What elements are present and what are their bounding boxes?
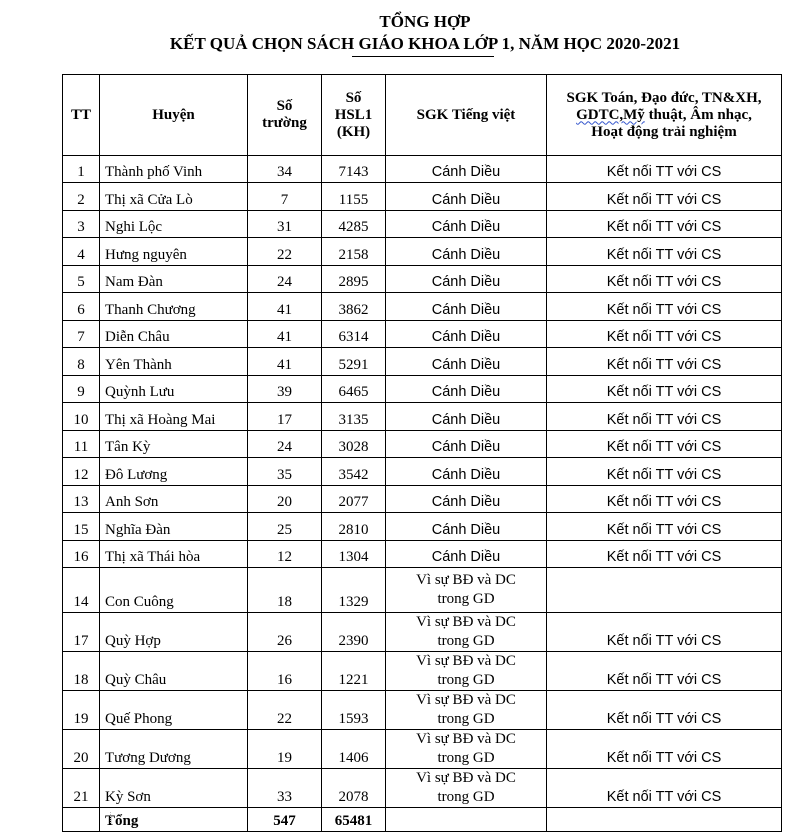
- cell-huyen: Diễn Châu: [100, 321, 248, 348]
- cell-so-truong: 39: [248, 376, 322, 403]
- table-row: [63, 541, 782, 568]
- cell-so-hsl1: 3028: [322, 431, 386, 458]
- cell-tt: 13: [63, 486, 100, 513]
- cell-huyen: Quỳ Châu: [100, 652, 248, 691]
- cell-so-hsl1: 2158: [322, 238, 386, 266]
- cell-huyen: Nam Đàn: [100, 266, 248, 293]
- cell-sgk-other: Kết nối TT với CS: [547, 156, 782, 183]
- cell-huyen: Yên Thành: [100, 348, 248, 376]
- table-row: [63, 458, 782, 486]
- table-row: [63, 156, 782, 183]
- header-tt: TT: [63, 75, 100, 156]
- cell-tt: 11: [63, 431, 100, 458]
- cell-tt: 4: [63, 238, 100, 266]
- cell-so-truong: 33: [248, 769, 322, 808]
- cell-so-hsl1: 2077: [322, 486, 386, 513]
- cell-so-truong: 41: [248, 348, 322, 376]
- cell-sgk-other: Kết nối TT với CS: [547, 613, 782, 652]
- table-row: [63, 293, 782, 321]
- cell-tt: 8: [63, 348, 100, 376]
- cell-sgk-tv: Cánh Diều: [386, 293, 547, 321]
- cell-tt: 7: [63, 321, 100, 348]
- cell-huyen: Quỳnh Lưu: [100, 376, 248, 403]
- cell-so-hsl1: 4285: [322, 211, 386, 238]
- table-row: [63, 486, 782, 513]
- cell-so-truong: 25: [248, 513, 322, 541]
- cell-sgk-tv: Vì sự BĐ và DC trong GD: [386, 769, 547, 808]
- header-so-hsl1: Số HSL1 (KH): [322, 75, 386, 156]
- table-row: [63, 513, 782, 541]
- cell-so-truong: 19: [248, 730, 322, 769]
- cell-so-hsl1: 3862: [322, 293, 386, 321]
- cell-huyen: Quỳ Hợp: [100, 613, 248, 652]
- cell-tt: 16: [63, 541, 100, 568]
- results-table: [62, 74, 782, 832]
- cell-sgk-other: Kết nối TT với CS: [547, 431, 782, 458]
- cell-sgk-other: Kết nối TT với CS: [547, 321, 782, 348]
- cell-tt: 9: [63, 376, 100, 403]
- cell-huyen: Thanh Chương: [100, 293, 248, 321]
- table-row: [63, 691, 782, 730]
- cell-so-hsl1: 7143: [322, 156, 386, 183]
- total-so-truong: 547: [248, 808, 322, 832]
- cell-tt: 3: [63, 211, 100, 238]
- header-sgk-other-part1: SGK Toán, Đạo đức, TN&XH,: [566, 89, 762, 106]
- cell-sgk-other: Kết nối TT với CS: [547, 486, 782, 513]
- cell-tt: 21: [63, 769, 100, 808]
- cell-so-hsl1: 6465: [322, 376, 386, 403]
- table-row: [63, 652, 782, 691]
- header-sgk-other-gdtc: GDTC,Mỹ: [576, 106, 645, 123]
- cell-so-hsl1: 2390: [322, 613, 386, 652]
- cell-so-hsl1: 3542: [322, 458, 386, 486]
- cell-sgk-tv: Cánh Diều: [386, 321, 547, 348]
- cell-so-truong: 26: [248, 613, 322, 652]
- cell-so-truong: 24: [248, 266, 322, 293]
- cell-so-hsl1: 2078: [322, 769, 386, 808]
- cell-sgk-other: Kết nối TT với CS: [547, 266, 782, 293]
- cell-tt: 14: [63, 568, 100, 613]
- cell-so-truong: 41: [248, 321, 322, 348]
- cell-so-hsl1: 2810: [322, 513, 386, 541]
- table-row: [63, 321, 782, 348]
- cell-tt: 17: [63, 613, 100, 652]
- cell-sgk-other: Kết nối TT với CS: [547, 403, 782, 431]
- cell-tt-empty: [63, 808, 100, 832]
- cell-so-truong: 24: [248, 431, 322, 458]
- cell-sgk-tv: Cánh Diều: [386, 238, 547, 266]
- cell-huyen: Thị xã Thái hòa: [100, 541, 248, 568]
- cell-so-hsl1: 1155: [322, 183, 386, 211]
- cell-sgk-other: Kết nối TT với CS: [547, 769, 782, 808]
- table-row: [63, 730, 782, 769]
- cell-sgk-tv: Cánh Diều: [386, 541, 547, 568]
- cell-sgk-tv: Vì sự BĐ và DC trong GD: [386, 691, 547, 730]
- cell-sgk-tv: Vì sự BĐ và DC trong GD: [386, 568, 547, 613]
- table-row: [63, 613, 782, 652]
- table-row: [63, 431, 782, 458]
- cell-so-truong: 16: [248, 652, 322, 691]
- cell-tt: 20: [63, 730, 100, 769]
- cell-sgk-tv: Vì sự BĐ và DC trong GD: [386, 613, 547, 652]
- cell-sgk-other: Kết nối TT với CS: [547, 348, 782, 376]
- cell-so-truong: 35: [248, 458, 322, 486]
- cell-sgk-other: Kết nối TT với CS: [547, 730, 782, 769]
- cell-sgk-tv: Cánh Diều: [386, 431, 547, 458]
- cell-huyen: Hưng nguyên: [100, 238, 248, 266]
- cell-tt: 19: [63, 691, 100, 730]
- cell-sgk-other: [547, 568, 782, 613]
- cell-tt: 2: [63, 183, 100, 211]
- cell-tt: 5: [63, 266, 100, 293]
- cell-sgk-other: Kết nối TT với CS: [547, 458, 782, 486]
- cell-huyen: Kỳ Sơn: [100, 769, 248, 808]
- cell-so-truong: 34: [248, 156, 322, 183]
- cell-so-truong: 17: [248, 403, 322, 431]
- cell-sgk-tv: Vì sự BĐ và DC trong GD: [386, 730, 547, 769]
- cell-sgk-other: Kết nối TT với CS: [547, 238, 782, 266]
- page-margin-guide: [110, 812, 111, 823]
- table-row: [63, 348, 782, 376]
- cell-sgk-other: Kết nối TT với CS: [547, 376, 782, 403]
- table-row: [63, 238, 782, 266]
- cell-sgk-tv: Cánh Diều: [386, 513, 547, 541]
- cell-so-truong: 41: [248, 293, 322, 321]
- table-row: [63, 211, 782, 238]
- cell-sgk-other: Kết nối TT với CS: [547, 513, 782, 541]
- cell-so-hsl1: 1593: [322, 691, 386, 730]
- cell-sgk-tv: Cánh Diều: [386, 403, 547, 431]
- cell-huyen: Nghi Lộc: [100, 211, 248, 238]
- cell-sgk-tv: Cánh Diều: [386, 183, 547, 211]
- header-sgk-other-part2: thuật, Âm nhạc, Hoạt động trải nghiệm: [591, 106, 752, 140]
- total-sgk-other-empty: [547, 808, 782, 832]
- doc-title: TỔNG HỢP: [379, 12, 471, 31]
- cell-huyen: Quế Phong: [100, 691, 248, 730]
- cell-so-hsl1: 1329: [322, 568, 386, 613]
- cell-huyen: Tân Kỳ: [100, 431, 248, 458]
- cell-tt: 12: [63, 458, 100, 486]
- cell-sgk-tv: Cánh Diều: [386, 348, 547, 376]
- table-row: [63, 183, 782, 211]
- cell-tt: 6: [63, 293, 100, 321]
- cell-sgk-other: Kết nối TT với CS: [547, 652, 782, 691]
- cell-tt: 18: [63, 652, 100, 691]
- cell-sgk-tv: Cánh Diều: [386, 458, 547, 486]
- cell-huyen: Thị xã Hoàng Mai: [100, 403, 248, 431]
- total-row: [63, 808, 782, 832]
- cell-huyen: Nghĩa Đàn: [100, 513, 248, 541]
- table-row: [63, 403, 782, 431]
- table-row: [63, 769, 782, 808]
- cell-tt: 15: [63, 513, 100, 541]
- table-row: [63, 568, 782, 613]
- cell-so-truong: 22: [248, 691, 322, 730]
- cell-so-truong: 20: [248, 486, 322, 513]
- table-row: [63, 376, 782, 403]
- cell-so-truong: 22: [248, 238, 322, 266]
- cell-so-truong: 18: [248, 568, 322, 613]
- cell-sgk-tv: Cánh Diều: [386, 211, 547, 238]
- total-so-hsl1: 65481: [322, 808, 386, 832]
- cell-so-hsl1: 3135: [322, 403, 386, 431]
- cell-so-truong: 7: [248, 183, 322, 211]
- subtitle-underline: [352, 56, 494, 57]
- cell-sgk-other: Kết nối TT với CS: [547, 691, 782, 730]
- total-sgk-tv-empty: [386, 808, 547, 832]
- cell-sgk-other: Kết nối TT với CS: [547, 211, 782, 238]
- cell-huyen: Tương Dương: [100, 730, 248, 769]
- cell-tt: 10: [63, 403, 100, 431]
- header-so-truong: Số trường: [248, 75, 322, 156]
- cell-tt: 1: [63, 156, 100, 183]
- cell-huyen: Anh Sơn: [100, 486, 248, 513]
- header-row: [63, 75, 782, 156]
- cell-so-hsl1: 1304: [322, 541, 386, 568]
- total-label: Tổng: [100, 808, 248, 832]
- cell-huyen: Đô Lương: [100, 458, 248, 486]
- table-row: [63, 266, 782, 293]
- cell-sgk-tv: Vì sự BĐ và DC trong GD: [386, 652, 547, 691]
- cell-sgk-tv: Cánh Diều: [386, 486, 547, 513]
- cell-so-hsl1: 2895: [322, 266, 386, 293]
- cell-huyen: Thành phố Vinh: [100, 156, 248, 183]
- cell-huyen: Thị xã Cửa Lò: [100, 183, 248, 211]
- cell-sgk-tv: Cánh Diều: [386, 376, 547, 403]
- cell-so-hsl1: 6314: [322, 321, 386, 348]
- header-huyen: Huyện: [100, 75, 248, 156]
- cell-so-truong: 12: [248, 541, 322, 568]
- cell-sgk-tv: Cánh Diều: [386, 266, 547, 293]
- cell-so-hsl1: 5291: [322, 348, 386, 376]
- cell-sgk-other: Kết nối TT với CS: [547, 541, 782, 568]
- cell-so-hsl1: 1221: [322, 652, 386, 691]
- cell-sgk-other: Kết nối TT với CS: [547, 293, 782, 321]
- cell-huyen: Con Cuông: [100, 568, 248, 613]
- header-sgk-tieng-viet: SGK Tiếng việt: [386, 75, 547, 156]
- header-sgk-other: [547, 75, 782, 156]
- cell-so-hsl1: 1406: [322, 730, 386, 769]
- doc-subtitle: KẾT QUẢ CHỌN SÁCH GIÁO KHOA LỚP 1, NĂM HỌC 2020-2021: [169, 34, 681, 53]
- cell-sgk-other: Kết nối TT với CS: [547, 183, 782, 211]
- cell-so-truong: 31: [248, 211, 322, 238]
- cell-sgk-tv: Cánh Diều: [386, 156, 547, 183]
